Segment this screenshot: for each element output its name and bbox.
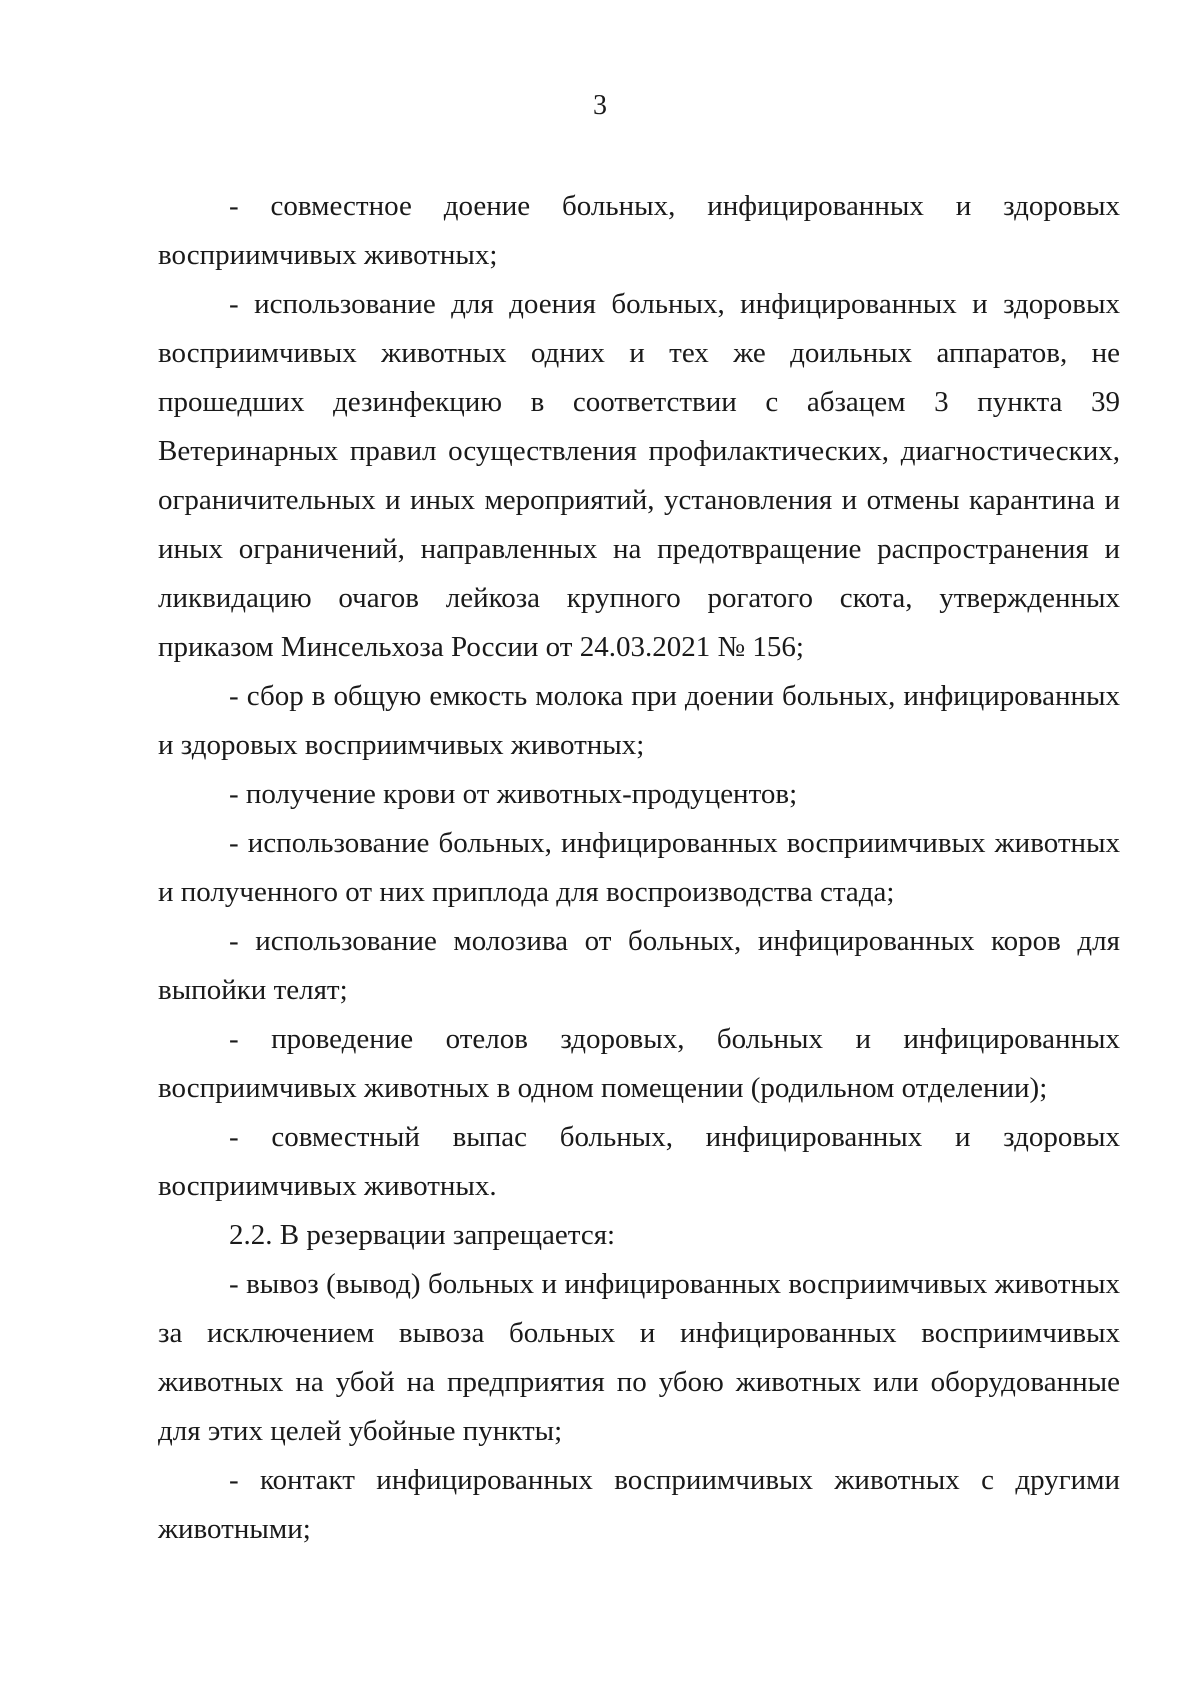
paragraph-herd-reproduction: - использование больных, инфицированных восприимчивых животных и полученного от них приплода для воспроизводства стада; [158, 827, 1120, 908]
paragraph-common-milk-container: - сбор в общую емкость молока при доении больных, инфицированных и здоровых восприимчивых животных; [158, 680, 1120, 761]
page-number: 3 [593, 90, 607, 121]
paragraph-blood-collection: - получение крови от животных-продуцентов; [229, 778, 798, 810]
section-heading-2-2: 2.2. В резервации запрещается: [229, 1219, 616, 1251]
paragraph-joint-milking: - совместное доение больных, инфицированных и здоровых восприимчивых животных; [158, 190, 1120, 271]
document-body [158, 182, 1120, 1554]
paragraph-milking-apparatus: - использование для доения больных, инфицированных и здоровых восприимчивых животных одних и тех же доильных аппаратов, не прошедших дезинфекцию в соответствии с абзацем 3 пункта 39 Ветеринарных правил осуществления профилактических, диагностических, ограничительных и иных мероприятий, установления и отмены карантина и иных ограничений, направленных на предотвращение распространения и ликвидацию очагов лейкоза крупного рогатого скота, утвержденных приказом Минсельхоза России от 24.03.2021 № 156; [158, 288, 1120, 663]
paragraph-joint-grazing: - совместный выпас больных, инфицированных и здоровых восприимчивых животных. [158, 1121, 1120, 1202]
paragraph-removal-of-animals: - вывоз (вывод) больных и инфицированных восприимчивых животных за исключением вывоза больных и инфицированных восприимчивых животных на убой на предприятия по убою животных или оборудованные для этих целей убойные пункты; [158, 1268, 1120, 1447]
paragraph-colostrum-use: - использование молозива от больных, инфицированных коров для выпойки телят; [158, 925, 1120, 1006]
paragraph-calving: - проведение отелов здоровых, больных и инфицированных восприимчивых животных в одном помещении (родильном отделении); [158, 1023, 1120, 1104]
paragraph-contact-with-animals: - контакт инфицированных восприимчивых животных с другими животными; [158, 1464, 1120, 1545]
